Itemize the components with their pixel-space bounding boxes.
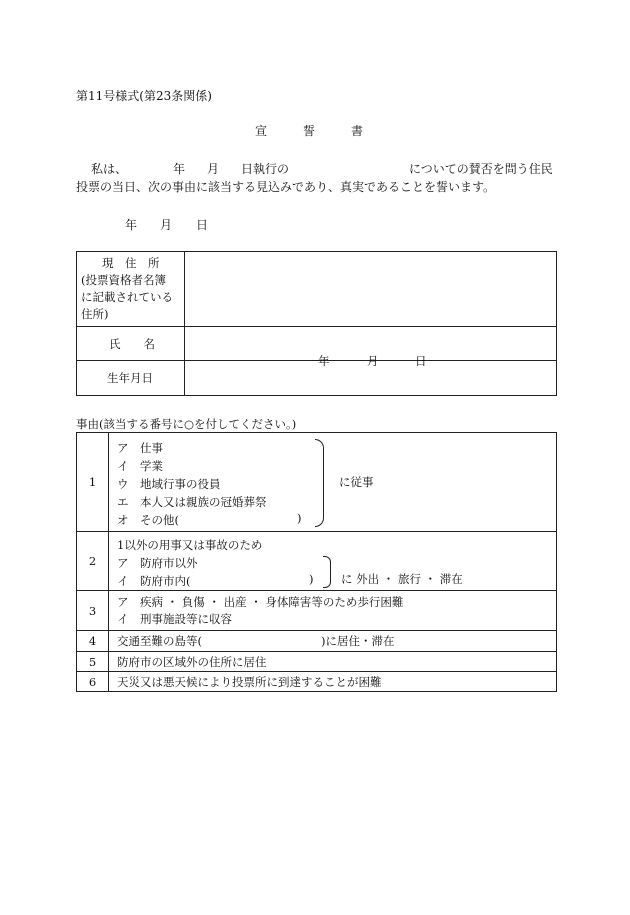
declaration-month: 月 [207, 162, 220, 176]
reason-2-close: ) [309, 572, 314, 586]
reason-1-suffix: に従事 [339, 475, 374, 489]
address-label-cell [77, 252, 185, 327]
reason-1-item-e: オ その他( [117, 513, 179, 527]
address-label: 現 住 所 [102, 256, 160, 270]
date-year: 年 [125, 218, 138, 232]
reason-3-item-b: イ 刑事施設等に収容 [117, 611, 232, 626]
date-day: 日 [196, 218, 209, 232]
reason-5-content: 防府市の区域外の住所に居住 [109, 652, 557, 672]
reason-3-item-a: ア 疾病 ・ 負傷 ・ 出産 ・ 身体障害等のため歩行困難 [117, 594, 404, 609]
info-table [76, 251, 557, 396]
reason-1-brace [315, 439, 324, 527]
reason-1-item-d: エ 本人又は親族の冠婚葬祭 [117, 495, 267, 509]
reason-4-prefix: 交通至難の島等( [117, 634, 202, 648]
declaration-intro: 私は、 [91, 162, 128, 176]
reason-2-content [109, 532, 557, 591]
reason-1-content [109, 433, 557, 532]
reason-2-number[interactable]: 2 [77, 532, 109, 591]
declaration-day-exec: 日執行の [241, 162, 290, 176]
reasons-table [76, 432, 557, 692]
reason-4-number[interactable]: 4 [77, 631, 109, 652]
reason-1-item-b: イ 学業 [117, 459, 163, 473]
name-label: 氏 名 [77, 327, 185, 361]
declaration-year: 年 [173, 162, 186, 176]
reason-2-item-b: イ 防府市内( [117, 574, 191, 588]
reason-5-number[interactable]: 5 [77, 652, 109, 672]
address-note-2: に記載されている [81, 290, 173, 304]
form-number: 第11号様式(第23条関係) [76, 89, 212, 103]
reason-6-number[interactable]: 6 [77, 672, 109, 692]
declaration-subject: についての賛否を問う住民 [409, 162, 553, 176]
reason-1-item-a: ア 仕事 [117, 441, 163, 455]
reason-3-content [109, 591, 557, 631]
document-title: 宣 誓 書 [255, 124, 364, 138]
reason-1-item-c: ウ 地域行事の役員 [117, 477, 221, 491]
address-field[interactable] [185, 252, 557, 327]
birth-field[interactable] [185, 354, 557, 396]
reason-1-other-close: ) [297, 511, 302, 525]
reason-4-content [109, 631, 557, 652]
reason-2-intro: 1以外の用事又は事故のため [117, 538, 263, 552]
reason-2-item-a: ア 防府市以外 [117, 556, 198, 570]
birth-year: 年 [318, 354, 330, 368]
birth-label: 生年月日 [77, 361, 185, 396]
reason-3-number[interactable]: 3 [77, 591, 109, 631]
reason-heading: 事由(該当する番号に○を付してください。) [76, 417, 297, 431]
reason-2-suffix: に 外出 ・ 旅行 ・ 滞在 [341, 572, 463, 586]
address-note-3: 住所) [81, 307, 109, 321]
declaration-body: 投票の当日、次の事由に該当する見込みであり、真実であることを誓います。 [76, 180, 496, 194]
birth-day: 日 [415, 354, 427, 368]
reason-1-number[interactable]: 1 [77, 433, 109, 532]
reason-4-suffix: )に居住・滞在 [321, 634, 395, 648]
date-month: 月 [160, 218, 173, 232]
reason-6-content: 天災又は悪天候により投票所に到達することが困難 [109, 672, 557, 692]
address-note-1: (投票資格者名簿 [81, 273, 166, 287]
reason-2-brace [323, 556, 331, 588]
birth-month: 月 [367, 354, 379, 368]
